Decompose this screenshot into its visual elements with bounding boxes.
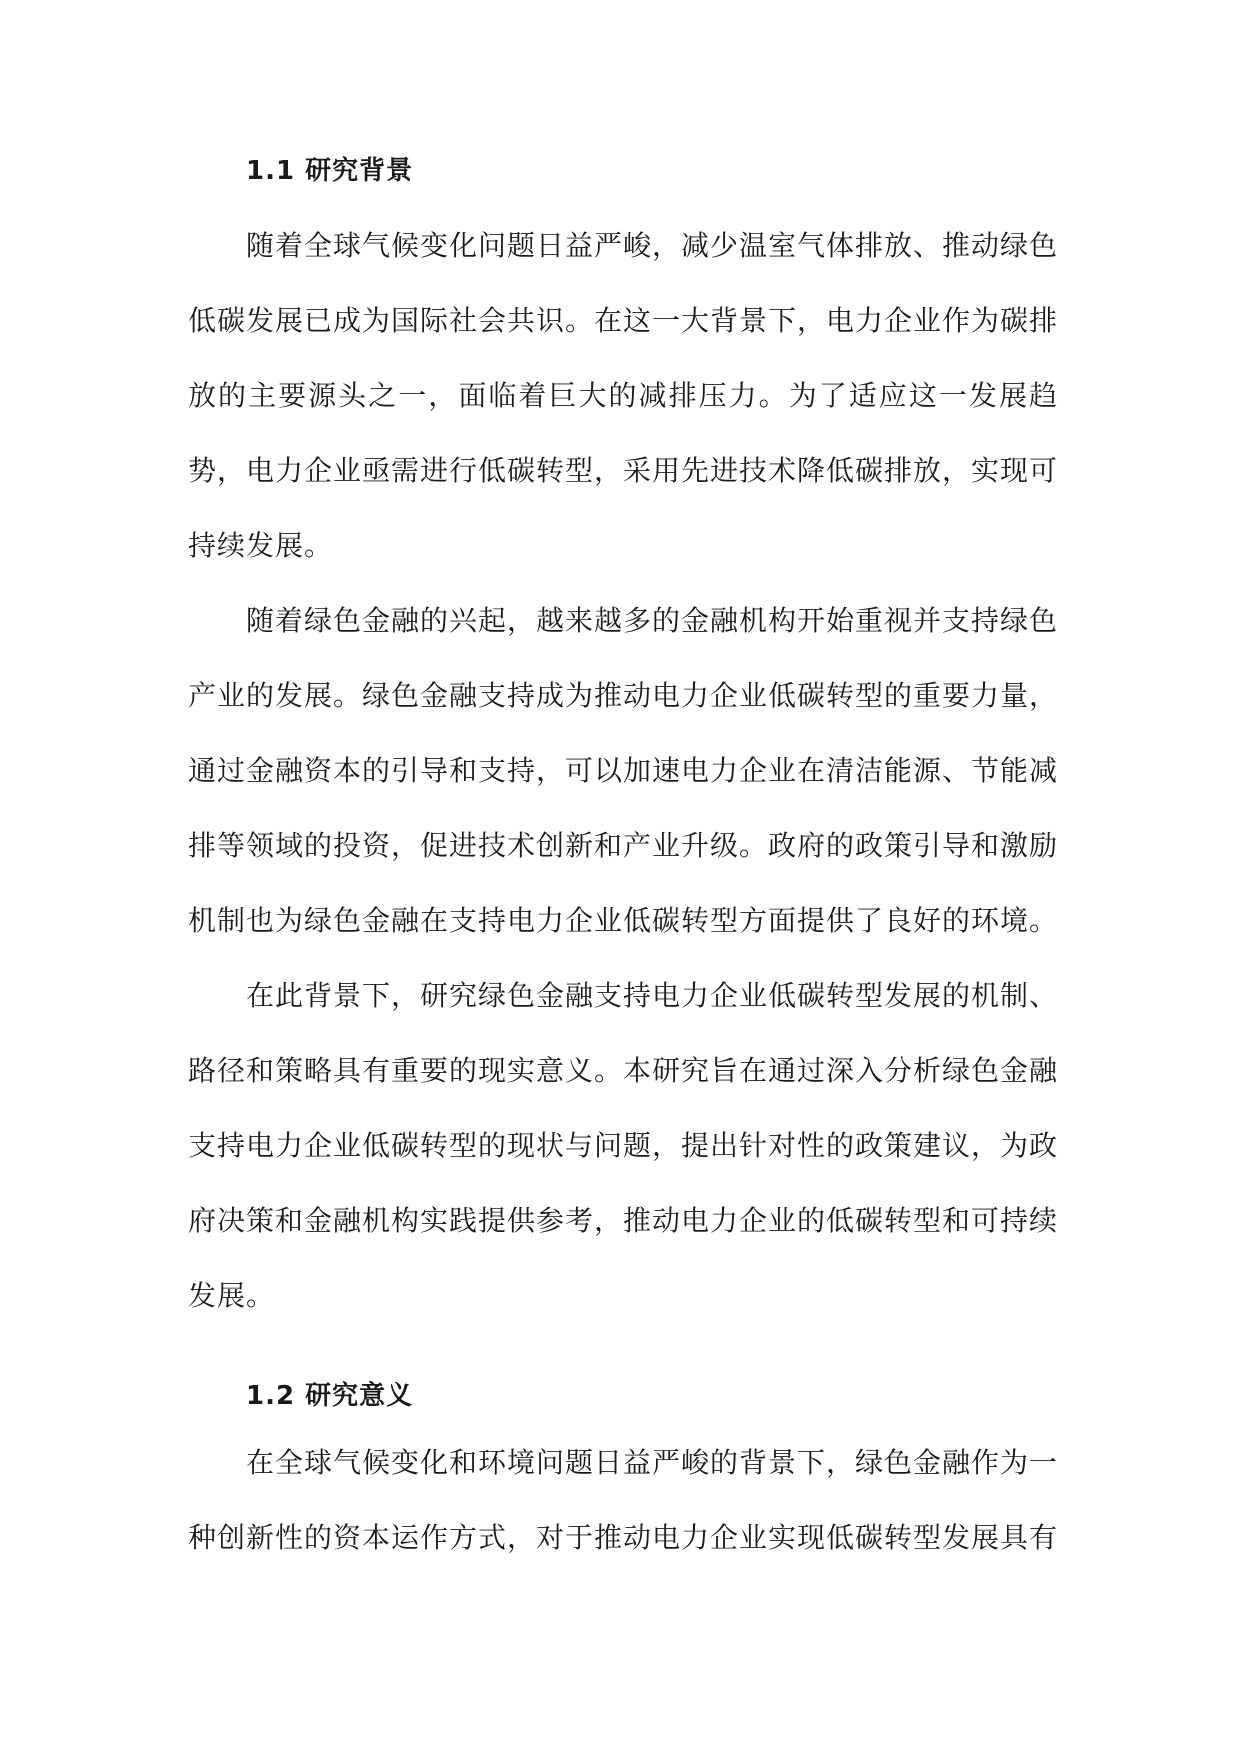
paragraph: 随着全球气候变化问题日益严峻，减少温室气体排放、推动绿色低碳发展已成为国际社会共识。在这一大背景下，电力企业作为碳排放的主要源头之一，面临着巨大的减排压力。为了适应这一发展趋势，电力企业亟需进行低碳转型，采用先进技术降低碳排放，实现可持续发展。 xyxy=(188,229,1059,562)
document-body xyxy=(188,142,1058,1575)
paragraph: 在此背景下，研究绿色金融支持电力企业低碳转型发展的机制、路径和策略具有重要的现实意义。本研究旨在通过深入分析绿色金融支持电力企业低碳转型的现状与问题，提出针对性的政策建议，为政府决策和金融机构实践提供参考，推动电力企业的低碳转型和可持续发展。 xyxy=(188,979,1059,1312)
paragraph: 随着绿色金融的兴起，越来越多的金融机构开始重视并支持绿色产业的发展。绿色金融支持成为推动电力企业低碳转型的重要力量，通过金融资本的引导和支持，可以加速电力企业在清洁能源、节能减排等领域的投资，促进技术创新和产业升级。政府的政策引导和激励机制也为绿色金融在支持电力企业低碳转型方面提供了良好的环境。 xyxy=(188,604,1059,937)
paragraph: 在全球气候变化和环境问题日益严峻的背景下，绿色金融作为一种创新性的资本运作方式，对于推动电力企业实现低碳转型发展具有 xyxy=(188,1446,1059,1554)
section-heading-research-significance: 1.2 研究意义 xyxy=(246,1381,414,1411)
section-heading-research-background: 1.1 研究背景 xyxy=(246,156,414,186)
